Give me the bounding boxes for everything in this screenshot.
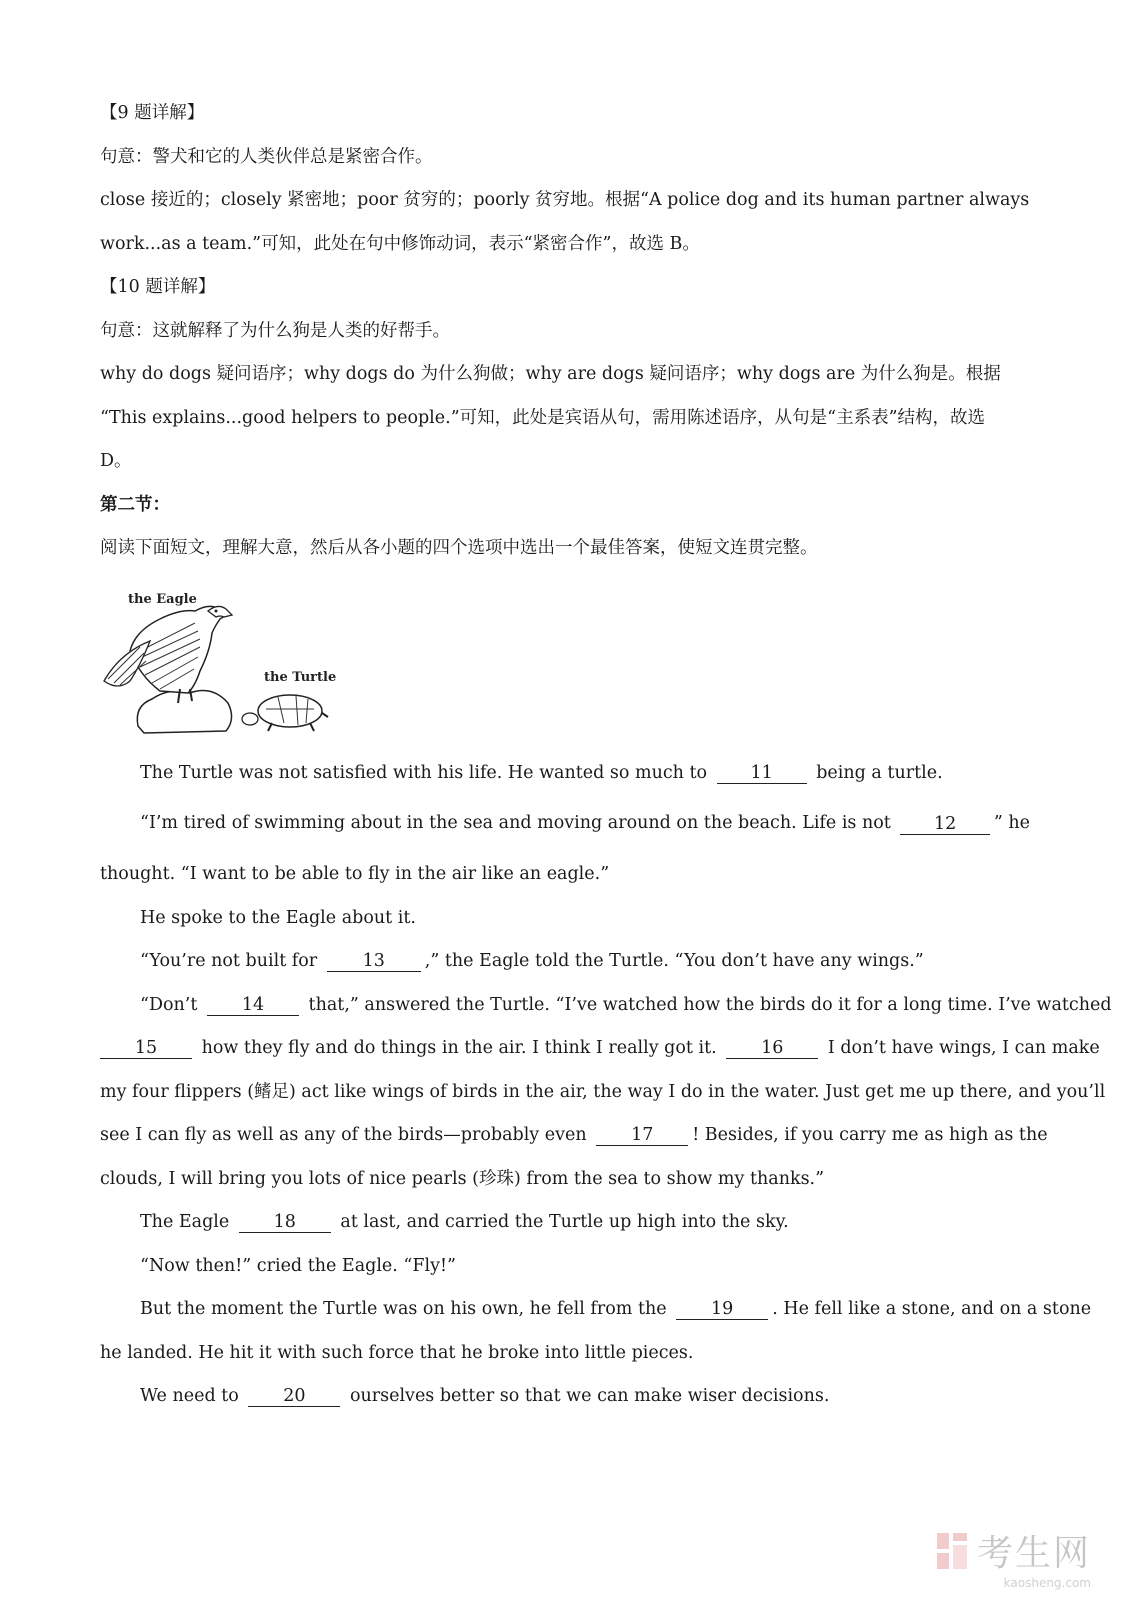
blank-15: 15 bbox=[100, 1038, 192, 1059]
passage-p1: The Turtle was not satisfied with his life. He wanted so much to 11 being a turtle. bbox=[140, 762, 943, 783]
passage-p5-line1: “Don’t 14 that,” answered the Turtle. “I’ve watched how the birds do it for a long time. I’ve watched bbox=[140, 994, 1112, 1015]
turtle-label: the Turtle bbox=[264, 669, 337, 685]
section-title: 第二节： bbox=[100, 494, 170, 515]
blank-12: 12 bbox=[900, 814, 989, 835]
passage-p5-line5: clouds, I will bring you lots of nice pearls (珍珠) from the sea to show my thanks.” bbox=[100, 1168, 825, 1189]
passage-p2-cont: thought. “I want to be able to fly in the air like an eagle.” bbox=[100, 864, 610, 884]
blank-17: 17 bbox=[596, 1125, 688, 1146]
q10-explanation-line3: D。 bbox=[100, 451, 132, 471]
blank-19: 19 bbox=[676, 1299, 768, 1320]
watermark-text: 考生网 bbox=[976, 1533, 1091, 1574]
blank-14: 14 bbox=[207, 995, 299, 1016]
q10-explanation-line2: “This explains...good helpers to people.”可知，此处是宾语从句，需用陈述语序，从句是“主系表”结构，故选 bbox=[100, 407, 986, 428]
passage-p2: “I’m tired of swimming about in the sea and moving around on the beach. Life is not 12 ” he bbox=[140, 813, 1030, 834]
passage-p9: We need to 20 ourselves better so that we can make wiser decisions. bbox=[140, 1386, 830, 1406]
blank-11: 11 bbox=[717, 763, 807, 784]
eagle-turtle-drawing bbox=[100, 581, 340, 746]
passage-p8-line1: But the moment the Turtle was on his own, he fell from the 19 . He fell like a stone, and on a stone bbox=[140, 1299, 1092, 1319]
q9-explanation-line1: close 接近的；closely 紧密地；poor 贫穷的；poorly 贫穷地。根据“A police dog and its human partner always bbox=[100, 190, 1030, 210]
passage-p5-line2: 15 how they fly and do things in the air. I think I really got it. 16 I don’t have wings, I can make bbox=[100, 1027, 1030, 1071]
section-instruction: 阅读下面短文，理解大意，然后从各小题的四个选项中选出一个最佳答案，使短文连贯完整。 bbox=[100, 538, 818, 558]
watermark-subtext: kaosheng.com bbox=[1003, 1576, 1091, 1590]
blank-13: 13 bbox=[327, 951, 421, 972]
eagle-turtle-illustration bbox=[100, 581, 1030, 746]
site-watermark bbox=[935, 1525, 1091, 1590]
watermark-logo-icon bbox=[935, 1531, 969, 1571]
eagle-label: the Eagle bbox=[128, 591, 197, 607]
blank-18: 18 bbox=[239, 1212, 331, 1233]
passage-p6: The Eagle 18 at last, and carried the Turtle up high into the sky. bbox=[140, 1212, 789, 1232]
passage-p4: “You’re not built for 13 ,” the Eagle told the Turtle. “You don’t have any wings.” bbox=[140, 951, 924, 971]
q9-explanation-line2: work...as a team.”可知，此处在句中修饰动词，表示“紧密合作”，故选 B。 bbox=[100, 233, 700, 254]
passage-p7: “Now then!” cried the Eagle. “Fly!” bbox=[140, 1255, 456, 1276]
rock-shape bbox=[137, 690, 231, 732]
q10-explanation-line1: why do dogs 疑问语序；why dogs do 为什么狗做；why are dogs 疑问语序；why dogs are 为什么狗是。根据 bbox=[100, 364, 1001, 384]
q9-header: 【9 题详解】 bbox=[100, 103, 205, 123]
passage-p5-line3: my four flippers (鳍足) act like wings of birds in the air, the way I do in the water. Just get me up there, and you’ll bbox=[100, 1081, 1106, 1102]
q9-meaning: 句意：警犬和它的人类伙伴总是紧密合作。 bbox=[100, 146, 433, 167]
document-page bbox=[100, 92, 1112, 1419]
passage-p8-line2: he landed. He hit it with such force that he broke into little pieces. bbox=[100, 1342, 694, 1363]
passage-p5-line4: see I can fly as well as any of the birds—probably even 17 ! Besides, if you carry me as high as the bbox=[100, 1125, 1048, 1145]
q10-header: 【10 题详解】 bbox=[100, 277, 216, 297]
blank-20: 20 bbox=[248, 1386, 340, 1407]
blank-16: 16 bbox=[726, 1038, 818, 1059]
turtle-shell bbox=[258, 695, 322, 727]
passage-p3: He spoke to the Eagle about it. bbox=[140, 907, 416, 928]
q10-meaning: 句意：这就解释了为什么狗是人类的好帮手。 bbox=[100, 320, 450, 341]
